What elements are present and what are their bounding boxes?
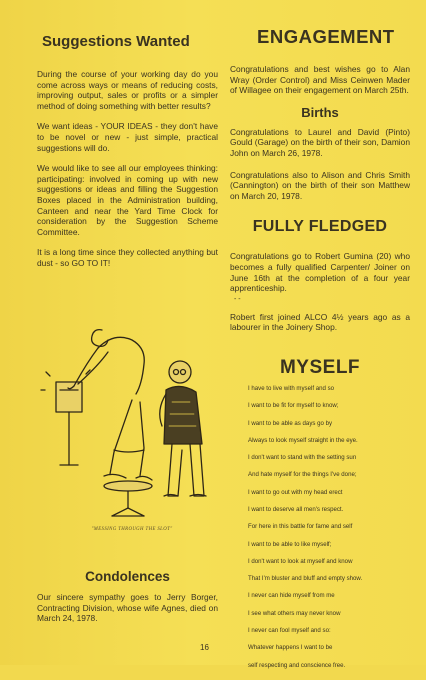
poem-line: That I'm bluster and bluff and empty show. [248, 575, 363, 583]
fully-fledged-paragraph: Robert first joined ALCO 4½ years ago as a labourer in the Joinery Shop. [230, 311, 410, 333]
suggestions-paragraph: We want ideas - YOUR IDEAS - they don't have to be novel or new - just simple, practical suggestions will do. [37, 121, 218, 153]
poem-line: I want to deserve all men's respect. [248, 505, 344, 513]
poem-line: I never can fool myself and so: [248, 627, 331, 635]
poem-line: I want to go out with my head erect [248, 488, 343, 496]
poem-line: And hate myself for the things I've done; [248, 471, 357, 479]
suggestions-paragraph: It is a long time since they collected anything but dust - so GO TO IT! [37, 247, 218, 268]
left-column [37, 26, 218, 269]
condolences-section [37, 569, 218, 624]
poem-line: Always to look myself straight in the eye. [248, 436, 358, 444]
page-number: 16 [200, 643, 209, 652]
births-heading: Births [301, 104, 339, 120]
right-column [230, 26, 410, 680]
poem-line: I want to be able to like myself; [248, 540, 332, 548]
poem-line: I never can hide myself from me [248, 592, 335, 600]
poem-line: I have to live with myself and so [248, 384, 335, 392]
poem-line: Whatever happens I want to be [248, 644, 333, 652]
engagement-heading: ENGAGEMENT [257, 26, 395, 47]
poem-line: I see what others may never know [248, 609, 341, 617]
births-paragraph: Congratulations to Laurel and David (Pinto) Gould (Garage) on the birth of their son, Damion John on March 26, 1978. [230, 126, 410, 158]
fully-fledged-heading: FULLY FLEDGED [252, 218, 388, 236]
engagement-text: Congratulations and best wishes go to Alan Wray (Order Control) and Miss Ceinwen Mader of Willagee on their engagement on March 25th. [230, 64, 410, 96]
condolences-heading: Condolences [85, 569, 170, 584]
poem-line: I don't want to look at myself and know [248, 557, 353, 565]
poem-line: For here in this battle for fame and self [248, 523, 353, 531]
myself-poem [248, 386, 410, 669]
suggestions-paragraph: During the course of your working day do you come across ways or means of reducing costs, improving output, sales or profits or a simpler method of doing something with better results? [37, 69, 218, 111]
suggestions-paragraph: We would like to see all our employees thinking: participating: involved in coming up with new suggestions or ideas and filling the Suggestion Boxes placed in the Administration building, Canteen and near the Yard Time Clock for consideration by the Suggestion Scheme Committee. [37, 163, 218, 237]
myself-heading: MYSELF [279, 356, 361, 378]
poem-line: I want to be fit for myself to know; [248, 402, 339, 410]
cartoon-illustration [40, 290, 216, 530]
poem-line: I want to be able as days go by [248, 419, 333, 427]
fully-fledged-paragraph: Congratulations go to Robert Gumina (20) who becomes a fully qualified Carpenter/ Joiner on June 16th at the completion of a four year apprenticeship. [230, 251, 410, 294]
cartoon-caption: "MESSING THROUGH THE SLOT" [91, 527, 173, 532]
poem-line: I don't want to stand with the setting sun [248, 454, 357, 462]
separator-mark: - - [234, 295, 241, 303]
poem-line: self respecting and conscience free. [248, 661, 346, 669]
condolences-text: Our sincere sympathy goes to Jerry Borger, Contracting Division, whose wife Agnes, died on March 24, 1978. [37, 592, 218, 624]
births-paragraph: Congratulations also to Alison and Chris Smith (Cannington) on the birth of their son Matthew on March 20, 1978. [230, 169, 410, 201]
suggestions-heading: Suggestions Wanted [42, 33, 190, 50]
